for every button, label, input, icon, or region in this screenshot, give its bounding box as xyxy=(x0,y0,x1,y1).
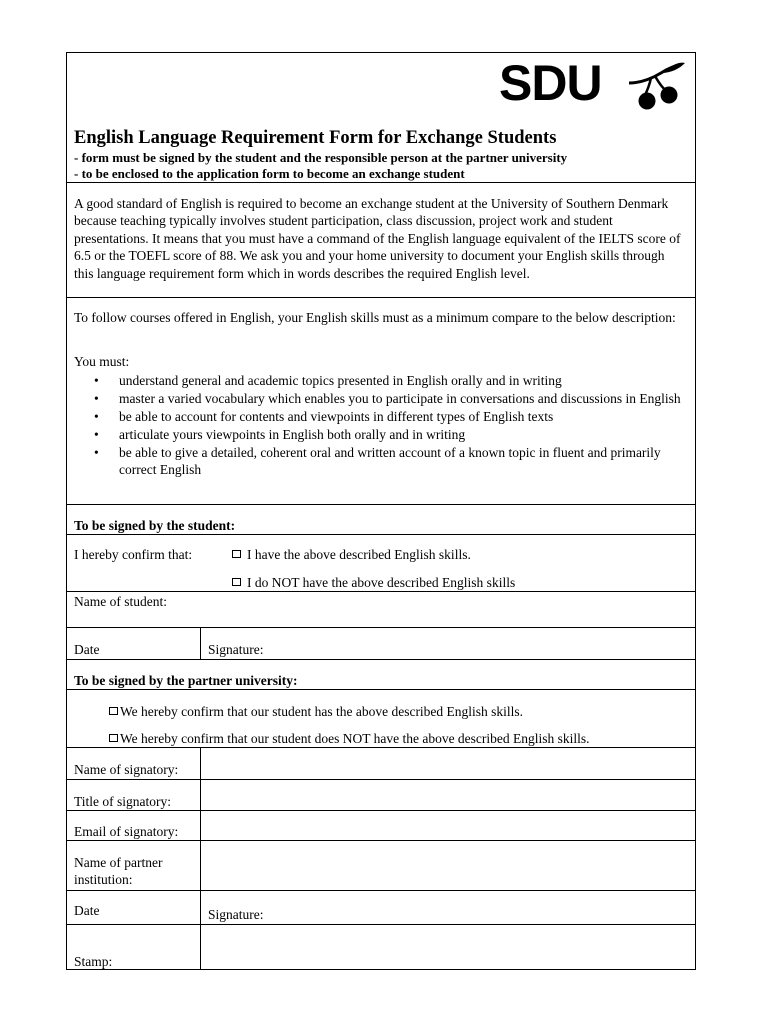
stamp-label: Stamp: xyxy=(74,954,113,969)
partner-option-have[interactable]: We hereby confirm that our student has the above described English skills. xyxy=(109,703,523,720)
signatory-title-field[interactable] xyxy=(203,782,691,810)
divider xyxy=(67,747,695,748)
divider xyxy=(67,779,695,780)
divider xyxy=(67,534,695,535)
divider xyxy=(67,504,695,505)
list-item: • be able to account for contents and viewpoints in different types of English texts xyxy=(94,409,554,424)
student-name-field[interactable] xyxy=(187,595,687,625)
divider xyxy=(67,924,695,925)
divider xyxy=(67,591,695,592)
divider xyxy=(67,182,695,183)
checkbox-not-have-skills[interactable] xyxy=(232,578,241,586)
divider xyxy=(67,810,695,811)
sdu-logo-branch-icon xyxy=(627,61,693,111)
divider xyxy=(67,689,695,690)
checkbox-have-skills[interactable] xyxy=(232,550,241,558)
divider xyxy=(67,627,695,628)
list-item: • be able to give a detailed, coherent oral and written account of a known topic in fluent and primarily correct English xyxy=(94,445,661,477)
student-name-label: Name of student: xyxy=(74,594,167,609)
signatory-name-label: Name of signatory: xyxy=(74,762,179,777)
subtitle-enclosure: - to be enclosed to the application form to become an exchange student xyxy=(74,166,465,181)
signatory-email-label: Email of signatory: xyxy=(74,824,179,839)
form-frame xyxy=(66,52,696,970)
partner-signature-label: Signature: xyxy=(208,907,264,922)
list-item: • articulate yours viewpoints in English both orally and in writing xyxy=(94,427,466,442)
student-date-label: Date xyxy=(74,642,100,657)
page-title: English Language Requirement Form for Exchange Students xyxy=(74,128,557,148)
intro-paragraph: A good standard of English is required to become an exchange student at the University of Southern Denmark because teaching typically involves student participation, class discussion, project work and student presentations. It means that you must have a command of the English language equivalent of the IELTS score of 6.5 or the TOEFL score of 88. We ask you and your home university to document your English skills through this language requirement form which in words describes the required English level. xyxy=(74,196,681,281)
student-confirm-label: I hereby confirm that: xyxy=(74,547,193,562)
divider xyxy=(67,659,695,660)
sdu-logo-text: SDU xyxy=(499,55,602,111)
list-item: • master a varied vocabulary which enables you to participate in conversations and discussions in English xyxy=(94,391,681,406)
signatory-email-field[interactable] xyxy=(203,813,691,839)
partner-date-label: Date xyxy=(74,903,100,918)
divider xyxy=(67,297,695,298)
divider xyxy=(67,840,695,841)
partner-option-not[interactable]: We hereby confirm that our student does NOT have the above described English skills. xyxy=(109,730,590,747)
divider xyxy=(67,890,695,891)
list-item: • understand general and academic topics presented in English orally and in writing xyxy=(94,373,562,388)
student-signature-label: Signature: xyxy=(208,642,264,657)
you-must-label: You must: xyxy=(74,354,130,369)
column-divider xyxy=(200,627,201,659)
checkbox-partner-not[interactable] xyxy=(109,734,118,742)
student-option-have[interactable]: I have the above described English skills. xyxy=(232,546,471,563)
institution-label: institution: xyxy=(74,872,133,887)
institution-label: Name of partner xyxy=(74,855,163,870)
requirements-list xyxy=(74,372,686,479)
partner-institution-field[interactable] xyxy=(203,843,691,889)
subtitle-signing: - form must be signed by the student and the responsible person at the partner university xyxy=(74,150,568,165)
student-section-heading: To be signed by the student: xyxy=(74,518,236,533)
signatory-title-label: Title of signatory: xyxy=(74,794,172,809)
column-divider xyxy=(200,747,201,969)
checkbox-partner-have[interactable] xyxy=(109,707,118,715)
signatory-name-field[interactable] xyxy=(203,750,691,778)
student-option-not[interactable]: I do NOT have the above described English skills xyxy=(232,574,515,591)
partner-section-heading: To be signed by the partner university: xyxy=(74,673,298,688)
requirements-lead: To follow courses offered in English, your English skills must as a minimum compare to the below description: xyxy=(74,310,676,325)
sdu-logo xyxy=(499,55,694,111)
stamp-area[interactable] xyxy=(203,927,691,967)
